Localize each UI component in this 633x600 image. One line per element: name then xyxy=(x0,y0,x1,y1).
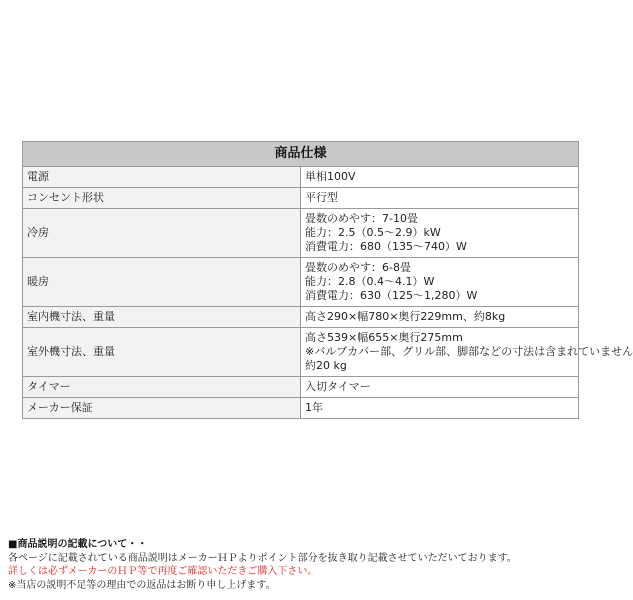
value-line: 消費電力：680（135～740）W xyxy=(305,240,467,253)
value-line: 単相100V xyxy=(305,170,356,183)
notes-title: ■商品説明の記載について・・ xyxy=(8,539,148,550)
value-line: 畳数のめやす：6-8畳 xyxy=(305,261,411,274)
notes-line: ※当店の説明不足等の理由での返品はお断り申し上げます。 xyxy=(8,579,276,591)
spec-table-title: 商品仕様 xyxy=(23,142,579,167)
row-value-indoor-size xyxy=(301,307,579,328)
spec-table xyxy=(22,141,633,419)
row-label-heating: 暖房 xyxy=(23,258,301,307)
notes-warning-line: 詳しくは必ずメーカーのＨＰ等で再度ご確認いただきご購入下さい。 xyxy=(8,566,318,577)
value-line: 畳数のめやす：7-10畳 xyxy=(305,212,418,225)
row-label-cooling: 冷房 xyxy=(23,209,301,258)
table-row xyxy=(23,258,579,307)
value-line: 能力：2.8（0.4～4.1）W xyxy=(305,275,435,288)
value-line: 1年 xyxy=(305,401,323,414)
value-line: 能力：2.5（0.5～2.9）kW xyxy=(305,226,441,239)
notes-line: 各ページに記載されている商品説明はメーカーＨＰよりポイント部分を抜き取り記載させていただいております。 xyxy=(8,552,517,564)
row-label-outlet: コンセント形状 xyxy=(23,188,301,209)
row-value-outdoor-size xyxy=(301,328,633,377)
row-value-cooling xyxy=(301,209,579,258)
row-value-outlet xyxy=(301,188,579,209)
table-row xyxy=(23,167,579,188)
table-row xyxy=(23,209,579,258)
table-row xyxy=(23,328,579,377)
notes-section xyxy=(8,538,598,592)
table-row xyxy=(23,398,579,419)
value-line: 平行型 xyxy=(305,191,338,204)
value-line: ※バルブカバー部、グリル部、脚部などの寸法は含まれていません xyxy=(305,345,633,358)
row-label-power: 電源 xyxy=(23,167,301,188)
row-value-power xyxy=(301,167,579,188)
row-label-warranty: メーカー保証 xyxy=(23,398,301,419)
row-label-outdoor-size: 室外機寸法、重量 xyxy=(23,328,301,377)
row-label-timer: タイマー xyxy=(23,377,301,398)
row-value-warranty xyxy=(301,398,579,419)
value-line: 入切タイマー xyxy=(305,380,371,393)
row-value-timer xyxy=(301,377,579,398)
table-row xyxy=(23,188,579,209)
value-line: 約20 kg xyxy=(305,359,347,372)
table-row xyxy=(23,377,579,398)
row-value-heating xyxy=(301,258,579,307)
table-row xyxy=(23,307,579,328)
value-line: 高さ539×幅655×奥行275mm xyxy=(305,331,463,344)
value-line: 高さ290×幅780×奥行229mm、約8kg xyxy=(305,310,506,323)
value-line: 消費電力：630（125～1,280）W xyxy=(305,289,478,302)
spec-table-header-row xyxy=(23,142,579,167)
row-label-indoor-size: 室内機寸法、重量 xyxy=(23,307,301,328)
